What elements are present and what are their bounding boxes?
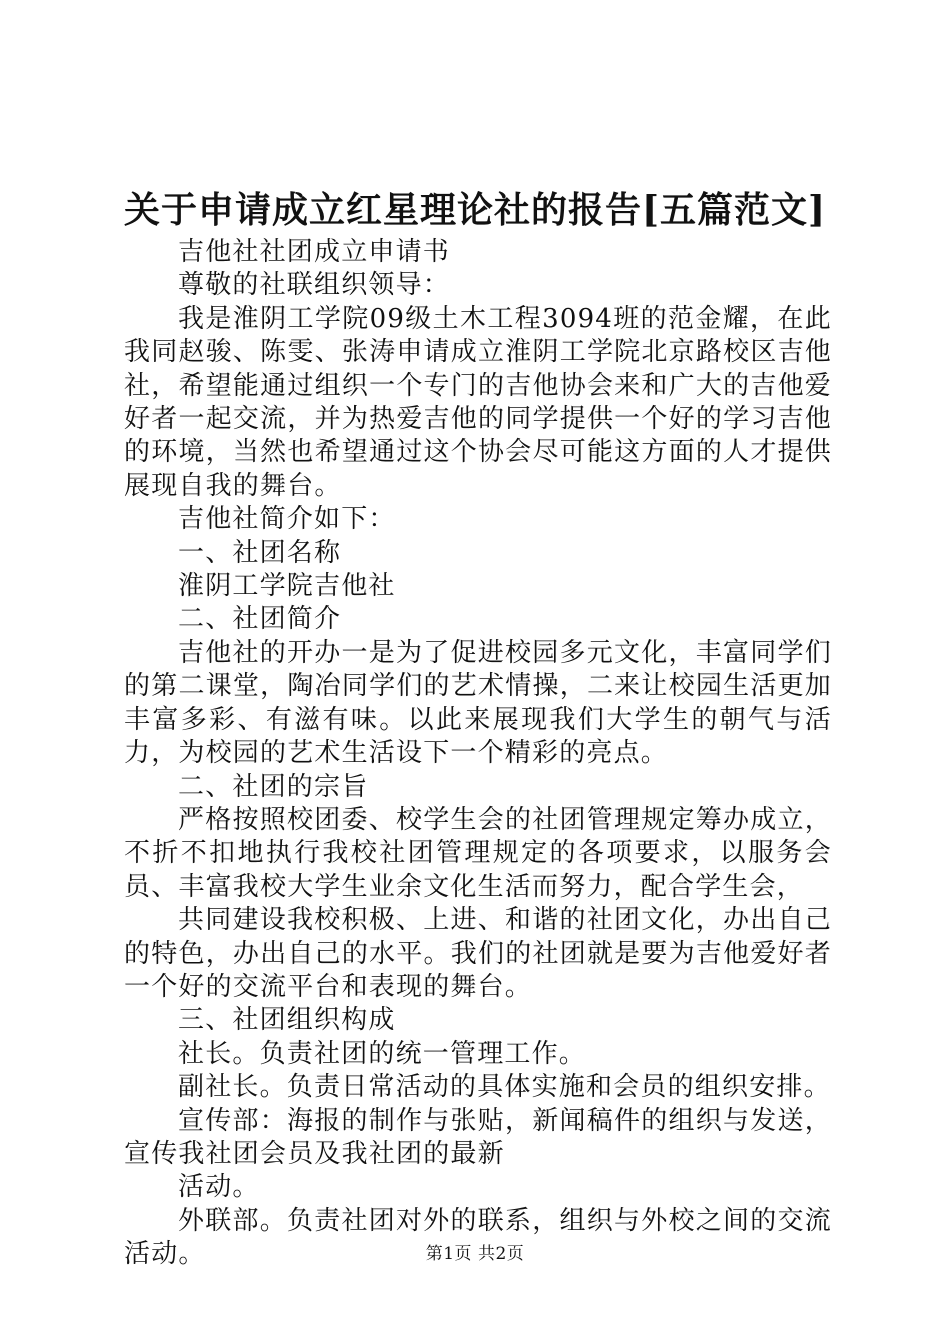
paragraph: 吉他社社团成立申请书 — [178, 237, 451, 267]
paragraph: 我是淮阴工学院09级土木工程3094班的范金耀，在此我同赵骏、陈雯、张涛申请成立淮阴工学院北京路校区吉他社，希望能通过组织一个专门的吉他协会来和广大的吉他爱好者一起交流，并为热爱吉他的同学提供一个好的学习吉他的环境，当然也希望通过这个协会尽可能这方面的人才提供展现自我的舞台。 — [124, 303, 832, 501]
paragraph: 尊敬的社联组织领导： — [178, 270, 451, 301]
paragraph: 二、社团的宗旨 — [178, 771, 369, 802]
paragraph: 共同建设我校积极、上进、和谐的社团文化，办出自己的特色，办出自己的水平。我们的社团就是要为吉他爱好者一个好的交流平台和表现的舞台。 — [124, 905, 832, 1002]
paragraph: 淮阴工学院吉他社 — [178, 571, 396, 602]
paragraph: 活动。 — [178, 1172, 260, 1203]
page-number: 第1页 共2页 — [425, 1244, 525, 1264]
paragraph: 二、社团简介 — [178, 604, 342, 635]
paragraph: 一、社团名称 — [178, 537, 342, 568]
document-title: 关于申请成立红星理论社的报告[五篇范文] — [123, 189, 827, 231]
paragraph: 吉他社的开办一是为了促进校园多元文化，丰富同学们的第二课堂，陶冶同学们的艺术情操，二来让校园生活更加丰富多彩、有滋有味。以此来展现我们大学生的朝气与活力，为校园的艺术生活设下一个精彩的亮点。 — [124, 637, 832, 769]
paragraph: 外联部。负责社团对外的联系，组织与外校之间的交流活动。 — [124, 1205, 832, 1270]
paragraph: 严格按照校团委、校学生会的社团管理规定筹办成立，不折不扣地执行我校社团管理规定的各项要求，以服务会员、丰富我校大学生业余文化生活而努力，配合学生会， — [124, 804, 832, 902]
document-body — [124, 236, 832, 1272]
paragraph: 副社长。负责日常活动的具体实施和会员的组织安排。 — [178, 1072, 831, 1103]
paragraph: 社长。负责社团的统一管理工作。 — [178, 1038, 587, 1069]
paragraph: 吉他社简介如下： — [178, 504, 396, 535]
paragraph: 宣传部：海报的制作与张贴，新闻稿件的组织与发送，宣传我社团会员及我社团的最新 — [124, 1105, 832, 1169]
paragraph: 三、社团组织构成 — [178, 1005, 396, 1036]
